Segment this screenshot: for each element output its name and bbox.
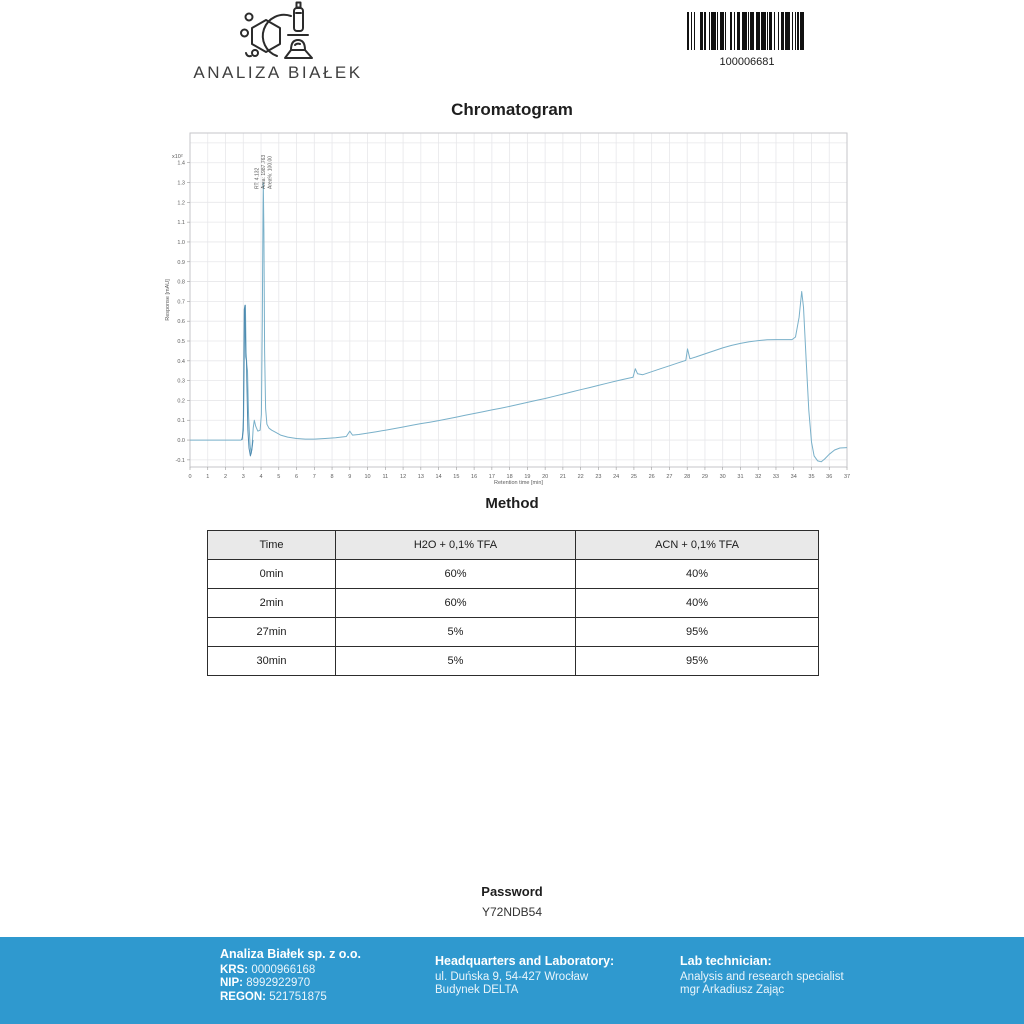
chromatogram-title: Chromatogram [451, 100, 573, 119]
x-tick-label: 18 [506, 474, 513, 480]
x-tick-label: 25 [630, 474, 637, 480]
company-regon [220, 991, 361, 1005]
x-tick-label: 27 [666, 474, 673, 480]
password-label: Password [481, 884, 543, 899]
krs-label: KRS: [220, 963, 249, 976]
x-tick-label: 8 [330, 474, 334, 480]
y-tick-label: -0.1 [175, 457, 185, 464]
x-tick-label: 5 [277, 474, 281, 480]
peak-annotation-line: RT: 4.132 [254, 167, 261, 189]
table-cell: 40% [576, 560, 819, 589]
x-tick-label: 2 [223, 474, 228, 480]
x-tick-label: 7 [312, 474, 316, 480]
barcode-gap [804, 12, 806, 50]
tech-role: Analysis and research specialist [680, 970, 844, 983]
tech-title: Lab technician: [680, 954, 772, 968]
x-tick-label: 21 [559, 474, 566, 480]
x-tick-label: 9 [348, 474, 352, 480]
table-header-cell: H2O + 0,1% TFA [336, 531, 576, 560]
x-tick-label: 1 [206, 474, 210, 480]
password-value: Y72NDB54 [481, 905, 543, 919]
x-tick-label: 14 [435, 474, 442, 480]
y-tick-label: 0.8 [177, 279, 185, 286]
y-tick-label: 0.3 [177, 378, 185, 385]
table-header-cell: Time [208, 531, 336, 560]
x-tick-label: 34 [790, 474, 797, 480]
y-tick-label: 0.1 [177, 418, 185, 425]
footer-lab-technician [680, 955, 844, 998]
y-tick-label: 0.4 [177, 358, 185, 365]
table-row [208, 618, 819, 647]
y-tick-label: 0.6 [177, 319, 185, 326]
company-krs [220, 964, 361, 978]
method-title: Method [485, 495, 539, 512]
table-row [208, 560, 819, 589]
table-cell: 60% [336, 560, 576, 589]
table-cell: 95% [576, 647, 819, 676]
x-tick-label: 28 [684, 474, 691, 480]
x-tick-label: 0 [188, 474, 192, 480]
table-row [208, 647, 819, 676]
peak-annotation-line: Area%: 100.00 [267, 155, 274, 189]
x-tick-label: 3 [241, 474, 245, 480]
y-tick-label: 0.7 [177, 299, 185, 306]
logo [178, 0, 378, 67]
x-tick-label: 12 [400, 474, 407, 480]
table-cell: 2min [208, 589, 336, 618]
x-tick-label: 19 [524, 474, 531, 480]
y-axis-label: Response [mAU] [165, 279, 171, 321]
footer-company [220, 948, 361, 1004]
footer [0, 937, 1024, 1024]
table-cell: 60% [336, 589, 576, 618]
logo-icon [238, 0, 318, 62]
x-tick-label: 37 [843, 474, 851, 480]
table-cell: 5% [336, 647, 576, 676]
x-tick-label: 24 [613, 474, 620, 480]
hq-building: Budynek DELTA [435, 984, 519, 996]
tech-name: mgr Arkadiusz Zając [680, 984, 785, 996]
barcode [687, 12, 807, 50]
peak-annotation-line: Area: 1987.763 [260, 154, 267, 189]
table-cell: 40% [576, 589, 819, 618]
y-tick-label: 1.1 [177, 220, 185, 227]
krs-value: 0000966168 [251, 963, 316, 976]
x-tick-label: 6 [295, 474, 299, 480]
logo-text: ANALIZA BIAŁEK [193, 63, 363, 82]
hq-title: Headquarters and Laboratory: [435, 954, 615, 968]
y-tick-label: 1.2 [177, 200, 185, 207]
regon-label: REGON: [220, 990, 266, 1003]
regon-value: 521751875 [269, 990, 327, 1003]
y-tick-label: 0.9 [177, 259, 185, 266]
y-tick-label: 1.3 [177, 180, 185, 187]
x-tick-label: 22 [577, 474, 584, 480]
table-header-row [208, 531, 819, 560]
x-tick-label: 31 [737, 474, 744, 480]
x-tick-label: 29 [701, 474, 709, 480]
x-tick-label: 20 [542, 474, 549, 480]
table-row [208, 589, 819, 618]
table-header-cell: ACN + 0,1% TFA [576, 531, 819, 560]
y-axis-multiplier: x10² [172, 154, 183, 160]
x-axis-label: Retention time [min] [494, 480, 543, 486]
hq-address: ul. Duńska 9, 54-427 Wrocław [435, 970, 589, 983]
x-tick-label: 32 [755, 474, 762, 480]
method-table-body [208, 531, 819, 676]
footer-headquarters [435, 955, 614, 998]
table-cell: 30min [208, 647, 336, 676]
nip-label: NIP: [220, 977, 243, 989]
y-tick-label: 0.0 [177, 438, 185, 445]
y-tick-label: 1.0 [177, 239, 185, 246]
company-name: Analiza Białek sp. z o.o. [220, 947, 362, 961]
x-tick-label: 16 [471, 474, 478, 480]
x-tick-label: 35 [808, 474, 815, 480]
x-tick-label: 23 [595, 474, 602, 480]
x-tick-label: 36 [826, 474, 833, 480]
x-tick-label: 33 [772, 474, 780, 480]
chromatogram-chart [160, 127, 852, 492]
table-cell: 5% [336, 618, 576, 647]
barcode-number: 100006681 [719, 56, 775, 68]
x-tick-label: 15 [453, 474, 460, 480]
y-tick-label: 0.2 [177, 398, 185, 405]
x-tick-label: 13 [417, 474, 424, 480]
table-cell: 0min [208, 560, 336, 589]
x-tick-label: 17 [488, 474, 495, 480]
company-nip [220, 977, 361, 991]
table-cell: 27min [208, 618, 336, 647]
table-cell: 95% [576, 618, 819, 647]
x-tick-label: 10 [364, 474, 371, 480]
nip-value: 8992922970 [246, 977, 311, 989]
x-tick-label: 4 [259, 474, 263, 480]
y-tick-label: 0.5 [177, 339, 185, 346]
x-tick-label: 11 [382, 474, 389, 480]
y-tick-label: 1.4 [177, 160, 185, 167]
x-tick-label: 26 [648, 474, 655, 480]
method-table [207, 530, 819, 676]
x-tick-label: 30 [719, 474, 726, 480]
